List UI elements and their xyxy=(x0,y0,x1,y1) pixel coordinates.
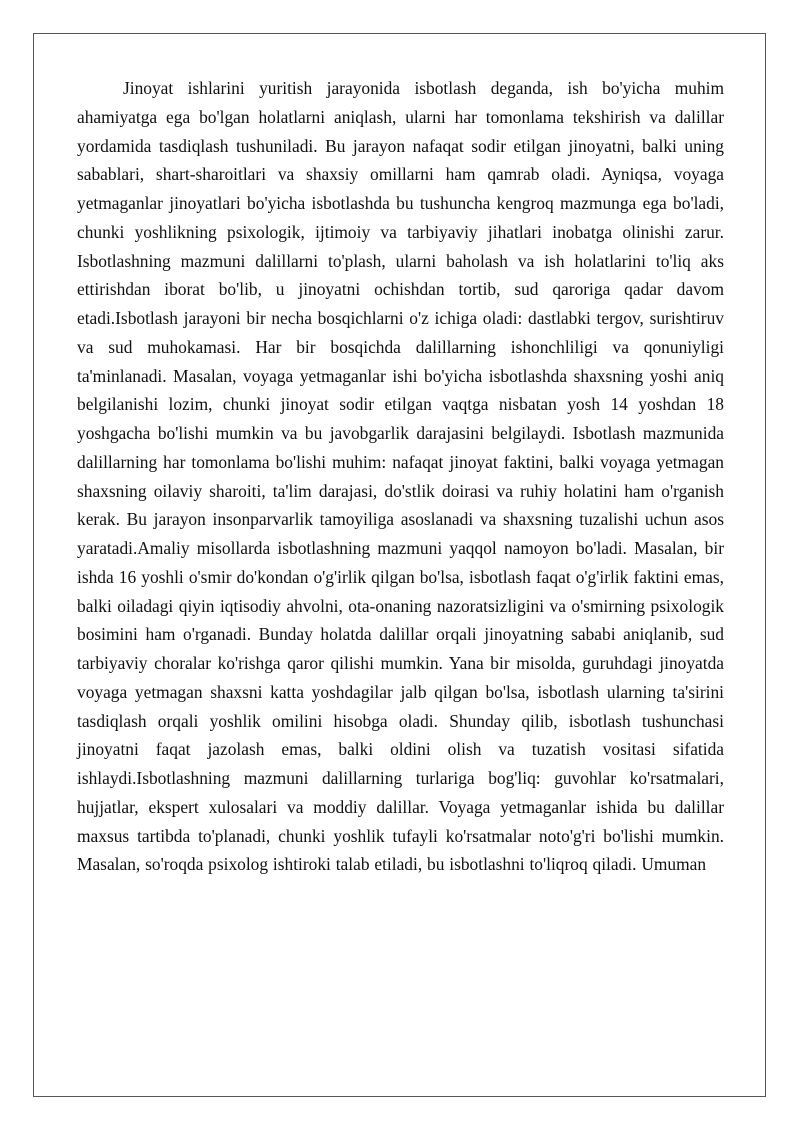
body-paragraph: Jinoyat ishlarini yuritish jarayonida isbotlash deganda, ish bo'yicha muhim ahamiyatga ega bo'lgan holatlarni aniqlash, ularni har tomonlama tekshirish va dalillar yordamida tasdiqlash tushuniladi. Bu jarayon nafaqat sodir etilgan jinoyatni, balki uning sabablari, shart-sharoitlari va shaxsiy omillarni ham qamrab oladi. Ayniqsa, voyaga yetmaganlar jinoyatlari bo'yicha isbotlashda bu tushuncha kengroq mazmunga ega bo'ladi, chunki yoshlikning psixologik, ijtimoiy va tarbiyaviy jihatlari inobatga olinishi zarur. Isbotlashning mazmuni dalillarni to'plash, ularni baholash va ish holatlarini to'liq aks ettirishdan iborat bo'lib, u jinoyatni ochishdan tortib, sud qaroriga qadar davom etadi.Isbotlash jarayoni bir necha bosqichlarni o'z ichiga oladi: dastlabki tergov, surishtiruv va sud muhokamasi. Har bir bosqichda dalillarning ishonchliligi va qonuniyligi ta'minlanadi. Masalan, voyaga yetmaganlar ishi bo'yicha isbotlashda shaxsning yoshi aniq belgilanishi lozim, chunki jinoyat sodir etilgan vaqtga nisbatan yosh 14 yoshdan 18 yoshgacha bo'lishi mumkin va bu javobgarlik darajasini belgilaydi. Isbotlash mazmunida dalillarning har tomonlama bo'lishi muhim: nafaqat jinoyat faktini, balki voyaga yetmagan shaxsning oilaviy sharoiti, ta'lim darajasi, do'stlik doirasi va ruhiy holatini ham o'rganish kerak. Bu jarayon insonparvarlik tamoyiliga asoslanadi va shaxsning tuzalishi uchun asos yaratadi.Amaliy misollarda isbotlashning mazmuni yaqqol namoyon bo'ladi. Masalan, bir ishda 16 yoshli o'smir do'kondan o'g'irlik qilgan bo'lsa, isbotlash faqat o'g'irlik faktini emas, balki oiladagi qiyin iqtisodiy ahvolni, ota-onaning nazoratsizligini va o'smirning psixologik bosimini ham o'rganadi. Bunday holatda dalillar orqali jinoyatning sababi aniqlanib, sud tarbiyaviy choralar ko'rishga qaror qilishi mumkin. Yana bir misolda, guruhdagi jinoyatda voyaga yetmagan shaxsni katta yoshdagilar jalb qilgan bo'lsa, isbotlash ularning ta'sirini tasdiqlash orqali yoshlik omilini hisobga oladi. Shunday qilib, isbotlash tushunchasi jinoyatni faqat jazolash emas, balki oldini olish va tuzatish vositasi sifatida ishlaydi.Isbotlashning mazmuni dalillarning turlariga bog'liq: guvohlar ko'rsatmalari, hujjatlar, ekspert xulosalari va moddiy dalillar. Voyaga yetmaganlar ishida bu dalillar maxsus tartibda to'planadi, chunki yoshlik tufayli ko'rsatmalar noto'g'ri bo'lishi mumkin. Masalan, so'roqda psixolog ishtiroki talab etiladi, bu isbotlashni to'liqroq qiladi. Umuman xyxy=(77,78,724,875)
